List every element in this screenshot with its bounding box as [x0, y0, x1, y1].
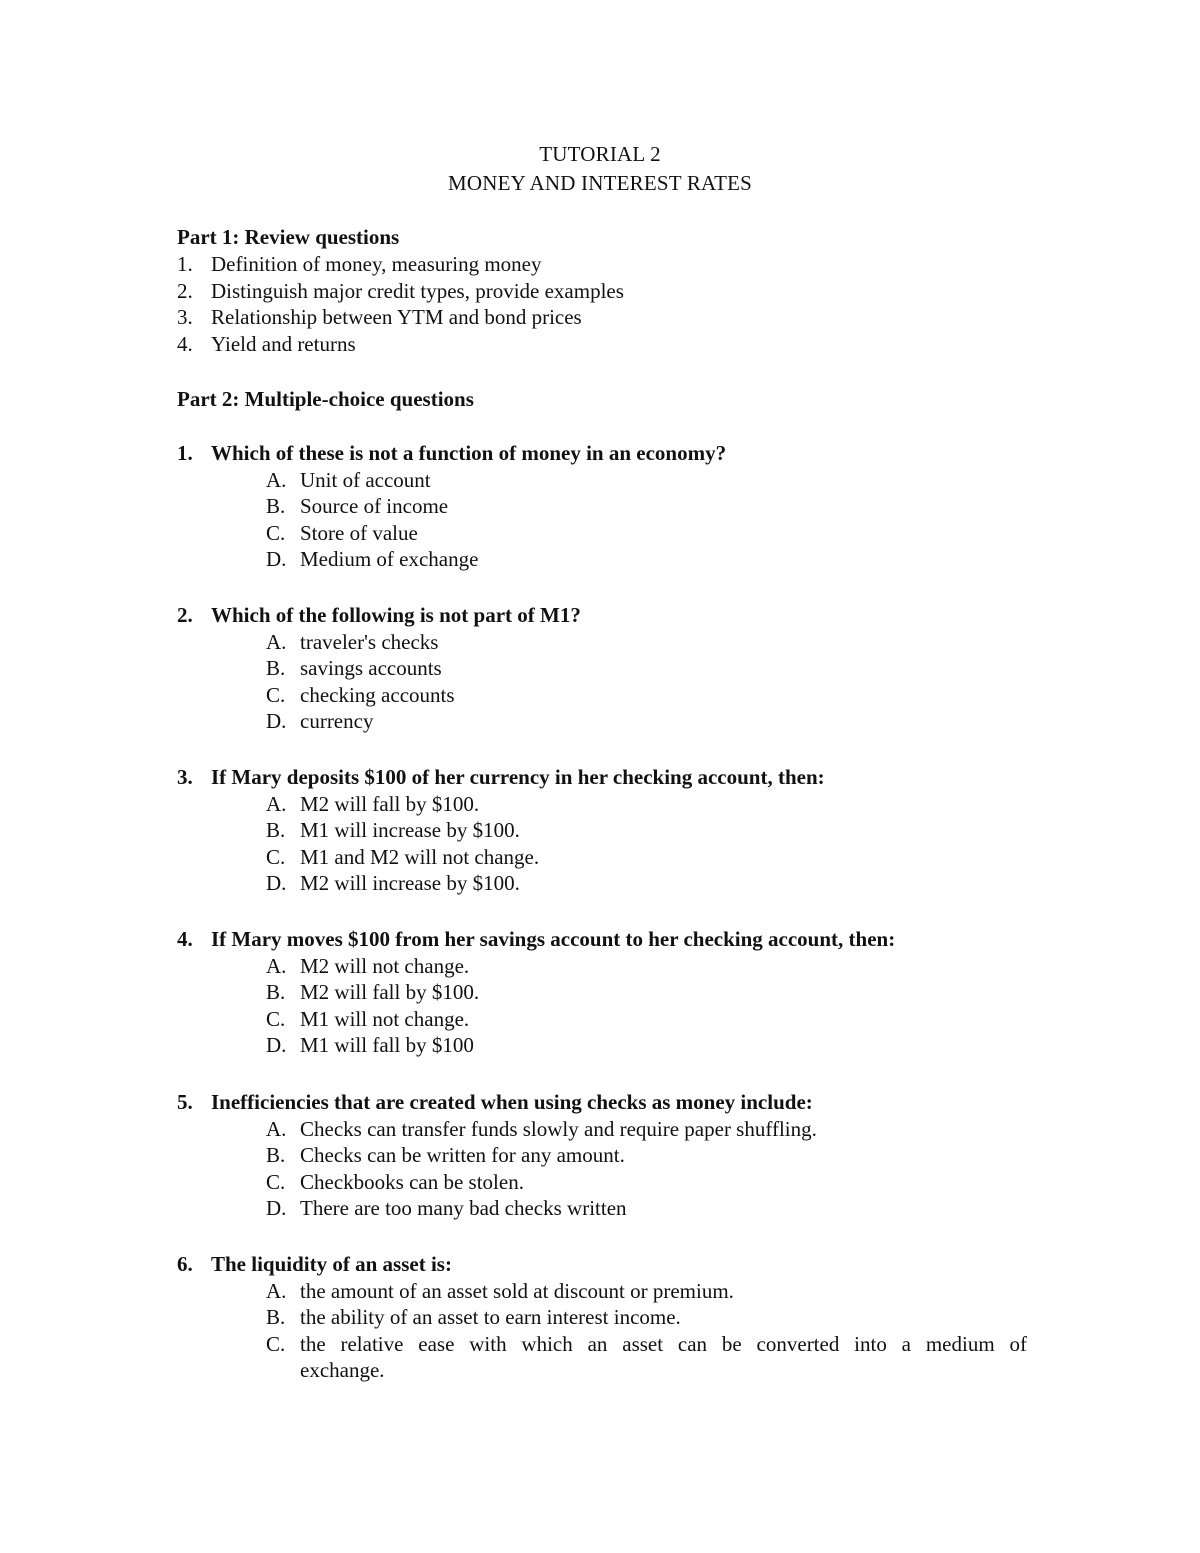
answer-options [177, 467, 1027, 573]
option-letter: A. [266, 629, 287, 654]
option-letter: A. [266, 791, 287, 816]
review-item-number: 1. [177, 252, 193, 276]
question-number: 4. [177, 927, 193, 951]
question-1 [177, 440, 1027, 573]
option-letter: C. [266, 1169, 286, 1194]
option-text: the ability of an asset to earn interest income. [300, 1305, 681, 1330]
answer-options [177, 1278, 1027, 1384]
option-text: Unit of account [300, 467, 431, 492]
option-text: Medium of exchange [300, 547, 479, 572]
option-text: M2 will not change. [300, 953, 470, 978]
question-number: 5. [177, 1090, 193, 1114]
option-text: Source of income [300, 494, 449, 519]
option-letter: C. [266, 682, 286, 707]
question-stem [177, 926, 1027, 953]
option-text: checking accounts [300, 682, 455, 707]
answer-option [266, 844, 1027, 871]
answer-options [177, 629, 1027, 735]
option-text: M2 will increase by $100. [300, 871, 520, 896]
question-text: Which of these is not a function of money in an economy? [211, 441, 727, 465]
answer-option [266, 1142, 1027, 1169]
option-letter: B. [266, 656, 286, 681]
option-letter: D. [266, 547, 287, 572]
part1-heading: Part 1: Review questions [177, 225, 400, 249]
option-text: M2 will fall by $100. [300, 791, 480, 816]
answer-options [177, 953, 1027, 1059]
option-letter: A. [266, 1278, 287, 1303]
review-item-number: 3. [177, 305, 193, 330]
question-stem [177, 440, 1027, 467]
answer-option [266, 1116, 1027, 1143]
question-text: If Mary moves $100 from her savings account to her checking account, then: [211, 927, 896, 951]
answer-option [266, 953, 1027, 980]
option-text: M1 and M2 will not change. [300, 844, 540, 869]
answer-options [177, 1116, 1027, 1222]
question-text: Inefficiencies that are created when using checks as money include: [211, 1090, 813, 1114]
option-letter: B. [266, 494, 286, 519]
answer-option [266, 979, 1027, 1006]
answer-option [266, 467, 1027, 494]
answer-option [266, 870, 1027, 897]
answer-option [266, 1278, 1027, 1305]
question-6 [177, 1251, 1027, 1384]
option-letter: D. [266, 871, 287, 896]
question-number: 2. [177, 603, 193, 627]
option-letter: B. [266, 1305, 286, 1330]
question-stem [177, 602, 1027, 629]
review-item-text: Yield and returns [211, 331, 356, 356]
review-item-number: 2. [177, 278, 193, 303]
review-item [177, 278, 624, 305]
answer-option [266, 1006, 1027, 1033]
option-text: M1 will increase by $100. [300, 818, 520, 843]
option-letter: C. [266, 844, 286, 869]
answer-option [266, 493, 1027, 520]
answer-option [266, 1169, 1027, 1196]
question-text: The liquidity of an asset is: [211, 1252, 452, 1276]
part2-heading: Part 2: Multiple-choice questions [177, 387, 474, 411]
option-letter: A. [266, 467, 287, 492]
option-text: M1 will fall by $100 [300, 1033, 474, 1058]
answer-option [266, 1032, 1027, 1059]
review-item-number: 4. [177, 331, 193, 356]
question-4 [177, 926, 1027, 1059]
review-item [177, 331, 624, 358]
question-2 [177, 602, 1027, 735]
option-text: Store of value [300, 520, 418, 545]
answer-option [266, 682, 1027, 709]
answer-option [266, 655, 1027, 682]
answer-option [266, 817, 1027, 844]
option-letter: C. [266, 520, 286, 545]
option-text: M2 will fall by $100. [300, 980, 480, 1005]
option-letter: D. [266, 1033, 287, 1058]
option-text: the relative ease with which an asset can be converted into a medium of exchange. [300, 1331, 1027, 1383]
review-item [177, 251, 624, 278]
review-item-text: Distinguish major credit types, provide examples [211, 278, 624, 303]
option-text: Checks can be written for any amount. [300, 1143, 625, 1168]
question-3 [177, 764, 1027, 897]
answer-option [266, 1195, 1027, 1222]
option-text: M1 will not change. [300, 1006, 470, 1031]
option-text: savings accounts [300, 656, 442, 681]
answer-options [177, 791, 1027, 897]
question-text: Which of the following is not part of M1? [211, 603, 581, 627]
option-letter: D. [266, 709, 287, 734]
option-text: the amount of an asset sold at discount or premium. [300, 1278, 734, 1303]
question-number: 6. [177, 1252, 193, 1276]
document-title-line-1: TUTORIAL 2 [539, 142, 661, 166]
question-number: 1. [177, 441, 193, 465]
option-letter: A. [266, 1116, 287, 1141]
answer-option [266, 629, 1027, 656]
question-stem [177, 1089, 1027, 1116]
answer-option [266, 708, 1027, 735]
answer-option [266, 791, 1027, 818]
question-number: 3. [177, 765, 193, 789]
question-text: If Mary deposits $100 of her currency in her checking account, then: [211, 765, 825, 789]
document-title-line-2: MONEY AND INTEREST RATES [447, 171, 753, 195]
review-item [177, 304, 624, 331]
question-stem [177, 764, 1027, 791]
review-item-text: Relationship between YTM and bond prices [211, 305, 582, 330]
option-letter: A. [266, 953, 287, 978]
option-text: currency [300, 709, 374, 734]
answer-option [266, 1304, 1027, 1331]
question-stem [177, 1251, 1027, 1278]
answer-option [266, 1331, 1027, 1384]
option-letter: B. [266, 818, 286, 843]
option-text: traveler's checks [300, 629, 439, 654]
review-question-list [177, 251, 624, 357]
option-letter: D. [266, 1196, 287, 1221]
question-5 [177, 1089, 1027, 1222]
answer-option [266, 546, 1027, 573]
option-letter: C. [266, 1331, 286, 1356]
review-item-text: Definition of money, measuring money [211, 252, 542, 276]
option-text: Checkbooks can be stolen. [300, 1169, 524, 1194]
option-text: There are too many bad checks written [300, 1196, 627, 1221]
option-letter: B. [266, 1143, 286, 1168]
option-letter: B. [266, 980, 286, 1005]
answer-option [266, 520, 1027, 547]
option-text: Checks can transfer funds slowly and require paper shuffling. [300, 1116, 817, 1141]
option-letter: C. [266, 1006, 286, 1031]
